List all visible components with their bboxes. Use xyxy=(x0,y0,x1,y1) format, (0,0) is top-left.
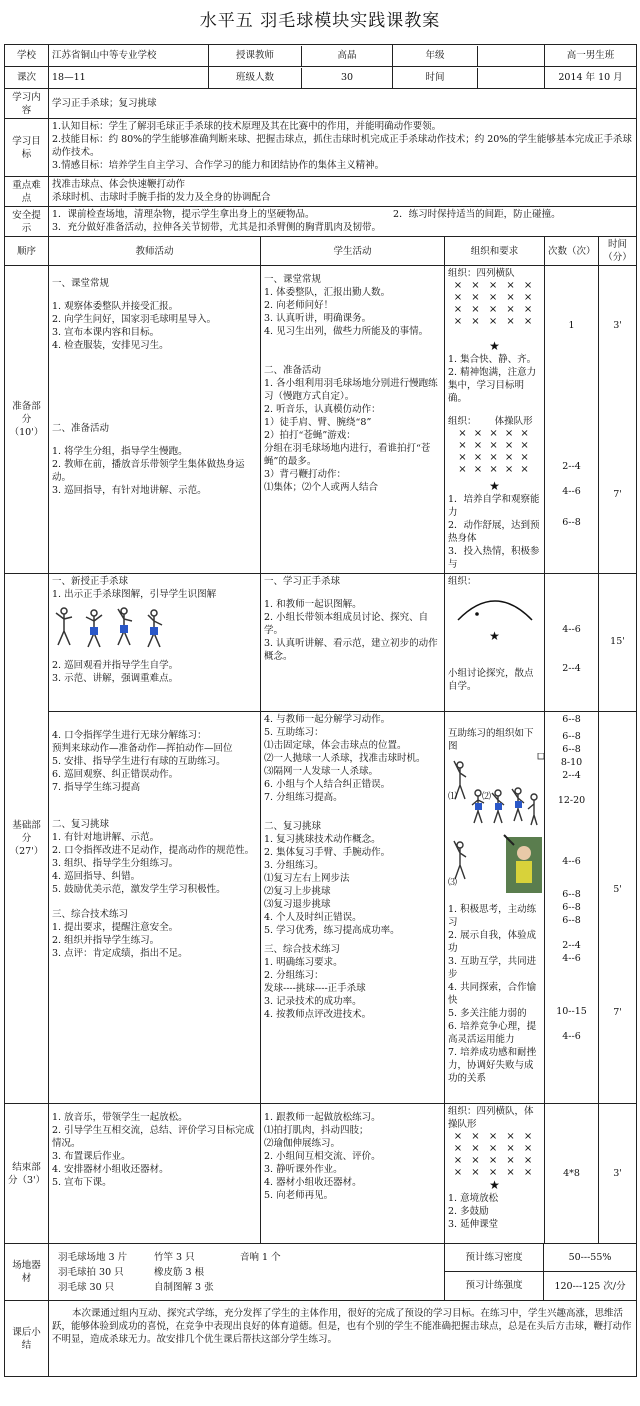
text-line: 小组讨论探究，散点自学。 xyxy=(448,668,534,692)
text-line: ⑴击固定球，体会击球点的位置。 xyxy=(264,740,407,751)
end-times: 4*8 xyxy=(545,1104,599,1244)
teacher-value: 高晶 xyxy=(337,50,357,61)
text-line: 4. 共同探索，合作愉快 xyxy=(448,982,537,1006)
text-line: 2. 巡回观看并指导学生自学。 xyxy=(52,660,179,671)
text-line: ⑵一人抛球一人杀球，找准击球时机。 xyxy=(264,753,426,764)
content-text: 学习正手杀球；复习挑球 xyxy=(49,89,637,119)
equipment-label: 场地器材 xyxy=(5,1244,49,1301)
text-line: 1. 集合快、静、齐。 xyxy=(448,354,537,365)
formation-row: × × × × × xyxy=(458,464,531,475)
content-label: 学习内容 xyxy=(5,89,49,119)
teacher-star-icon: ★ xyxy=(489,479,500,493)
text-line: 4. 器材小组收还器材。 xyxy=(264,1177,362,1188)
text-line: 5. 宣布下课。 xyxy=(52,1177,112,1188)
text-line: 3. 认真听讲解、看示范，建立初步的动作概念。 xyxy=(264,638,438,662)
formation-row: × × × × × xyxy=(453,304,536,315)
load-estimates xyxy=(445,1244,637,1301)
prep-student xyxy=(261,266,445,574)
text-line: 二、复习挑球 xyxy=(264,821,322,832)
new-student xyxy=(261,574,445,712)
times-value: 12-20 xyxy=(557,795,586,806)
text-line: 2. 展示自我，体验成功 xyxy=(448,930,537,954)
text-line: 分组在羽毛球场地内进行，看谁拍打“苍蝇”的最多。 xyxy=(264,443,431,467)
end-student xyxy=(261,1104,445,1244)
class-size-value: 30 xyxy=(340,72,354,83)
text-line: 6. 培养竞争心理，提高灵活运用能力 xyxy=(448,1021,537,1045)
lesson-value: 18—11 xyxy=(49,67,209,89)
formation-row: × × × × × xyxy=(453,1155,536,1166)
text-line: 3. 组织、指导学生分组练习。 xyxy=(52,858,179,869)
new-times xyxy=(545,574,599,712)
text-line: 4. 见习生出列，做些力所能及的事情。 xyxy=(264,326,429,337)
col-duration: 时间（分） xyxy=(599,237,637,266)
prep-teacher xyxy=(49,266,261,574)
duration-value: 7' xyxy=(613,1007,622,1018)
text-line: 二、准备活动 xyxy=(52,423,110,434)
page-title: 水平五 羽毛球模块实践课教案 xyxy=(199,11,441,31)
safety-item: 1．课前检查场地，清理杂物，提示学生拿出身上的坚硬物品。 xyxy=(52,209,315,220)
teacher-star-icon: ★ xyxy=(489,1178,500,1192)
goals-list xyxy=(49,119,637,177)
text-line: 7. 培养成功感和耐挫力，协调好失败与成功的关系 xyxy=(448,1047,537,1084)
goals-label: 学习目标 xyxy=(5,119,49,177)
times-value: 4--6 xyxy=(562,486,581,497)
org-label: 互助练习的组织如下图 xyxy=(448,728,534,752)
text-line: 1. 跟教师一起做放松练习。 xyxy=(264,1112,381,1123)
keypoints-list xyxy=(49,177,637,207)
text-line: 2．动作舒展，达到预热身体 xyxy=(448,520,540,544)
text-line: 2. 集体复习手臂、手腕动作。 xyxy=(264,847,391,858)
text-line: 1. 各小组利用羽毛球场地分别进行慢跑练习（慢跑方式自定）。 xyxy=(264,378,438,402)
formation-row: × × × × × xyxy=(453,1167,536,1178)
new-org xyxy=(445,574,545,712)
text-line: 1. 体委整队，汇报出勤人数。 xyxy=(264,287,391,298)
text-line: 一、课堂常规 xyxy=(264,274,322,285)
times-value: 6--8 xyxy=(562,902,581,913)
prep-times xyxy=(545,266,599,574)
equipment-item: 羽毛球场地 3 片 xyxy=(58,1251,128,1263)
equipment-item: 音响 1 个 xyxy=(240,1251,281,1263)
basic-teacher xyxy=(49,712,261,1104)
text-line: 一、课堂常规 xyxy=(52,278,110,289)
formation-row: × × × × × xyxy=(458,428,531,439)
text-line: 4. 口令指挥学生进行无球分解练习： xyxy=(52,730,207,741)
text-line: 3. 点评：肯定成绩，指出不足。 xyxy=(52,948,188,959)
grade-label: 年级 xyxy=(393,46,478,66)
text-line: 3. 示范、讲解，强调重难点。 xyxy=(52,673,179,684)
time-value: 2014 年 10 月 xyxy=(545,67,637,89)
text-line: 7. 分组练习提高。 xyxy=(264,792,343,803)
basic-student xyxy=(261,712,445,1104)
figure-label: ⑵ xyxy=(482,792,492,802)
text-line: 5. 安排、指导学生进行有球的互助练习。 xyxy=(52,756,226,767)
formation-row: × × × × × xyxy=(453,1143,536,1154)
text-line: 2. 口令指挥改进不足动作，提高动作的规范性。 xyxy=(52,845,255,856)
text-line: ⑴复习左右上网步法 xyxy=(264,873,350,884)
times-value: 4--6 xyxy=(562,624,581,635)
text-line: 2. 听音乐，认真模仿动作： xyxy=(264,404,381,415)
density-label: 预计练习密度 xyxy=(445,1244,544,1271)
text-line: 3. 宣布本课内容和目标。 xyxy=(52,327,160,338)
formation-row: × × × × × xyxy=(453,292,536,303)
times-value: 6--8 xyxy=(562,714,581,725)
text-line: 2）拍打“苍蝇”游戏： xyxy=(264,430,356,441)
text-line: 2. 组织并指导学生练习。 xyxy=(52,935,160,946)
end-teacher xyxy=(49,1104,261,1244)
times-value: 4--6 xyxy=(562,1031,581,1042)
text-line: 1. 将学生分组，指导学生慢跑。 xyxy=(52,446,188,457)
intensity-value: 120---125 次/分 xyxy=(554,1280,626,1292)
density-value: 50---55% xyxy=(568,1252,612,1263)
text-line: 2. 分组练习： xyxy=(264,970,324,981)
text-line: 三、综合技术练习 xyxy=(264,944,341,955)
col-order: 顺序 xyxy=(5,237,49,266)
col-teacher: 教师活动 xyxy=(49,237,261,266)
formation-row: × × × × × xyxy=(453,316,536,327)
formation-row: × × × × × xyxy=(453,280,536,291)
times-value: 6--8 xyxy=(562,915,581,926)
org-label: 组织：四列横队，体操队形 xyxy=(448,1106,534,1130)
text-line: 6. 小组与个人结合纠正错误。 xyxy=(264,779,391,790)
text-line: 一、新授正手杀球 xyxy=(52,576,129,587)
prep-durations xyxy=(599,266,637,574)
text-line: 2. 多鼓励 xyxy=(448,1206,489,1217)
text-line: ⑴拍打肌肉，抖动四肢； xyxy=(264,1125,369,1136)
figure-label: ⑴ xyxy=(448,792,458,802)
safety-label: 安全提示 xyxy=(5,207,49,237)
summary-text: 本次课通过组内互动、探究式学练，充分发挥了学生的主体作用，很好的完成了预设的学习目标。在练习中，学生兴趣高涨，思维活跃，能够体验到成功的喜悦，在竞争中表现出良好的体育道德。但是，也有个别的学生不能准确把握击球点，总是在头后方击球，鞭打动作不明显，造成杀球无力。故安排几个优生课后帮扶这部分学生练习。 xyxy=(49,1301,637,1377)
text-line: 3. 认真听讲，明确课务。 xyxy=(264,313,372,324)
keypoint-item: 杀球时机、击球时手腕手指的发力及全身的协调配合 xyxy=(52,192,271,203)
duration-value: 15' xyxy=(610,636,625,647)
times-value: 1 xyxy=(568,320,575,331)
text-line: 1. 观察体委整队并接受汇报。 xyxy=(52,301,179,312)
goal-item: 3.情感目标：培养学生自主学习、合作学习的能力和团结协作的集体主义精神。 xyxy=(52,160,385,171)
text-line: ⑶复习退步挑球 xyxy=(264,899,331,910)
formation-row: × × × × × xyxy=(458,440,531,451)
text-line: 1. 明确练习要求。 xyxy=(264,957,343,968)
times-value: 2--4 xyxy=(562,770,581,781)
safety-item: 3．充分做好准备活动，拉伸各关节韧带，尤其是扣杀臂侧的胸背肌肉及韧带。 xyxy=(52,222,382,233)
equipment-item: 橡皮筋 3 根 xyxy=(154,1266,205,1278)
text-line: 3. 静听课外作业。 xyxy=(264,1164,343,1175)
summary-label: 课后小结 xyxy=(5,1301,49,1377)
times-value: 10--15 xyxy=(556,1006,587,1017)
text-line: ⑵复习上步挑球 xyxy=(264,886,331,897)
text-line: 5. 向老师再见。 xyxy=(264,1190,334,1201)
text-line: 1. 出示正手杀球图解，引导学生识图解 xyxy=(52,589,217,600)
text-line: 4. 个人及时纠正错误。 xyxy=(264,912,362,923)
figure-label: ⑶ xyxy=(448,878,458,888)
end-org xyxy=(445,1104,545,1244)
org-label: 组织：四列横队 xyxy=(448,268,515,279)
text-line: 1. 放音乐，带领学生一起放松。 xyxy=(52,1112,188,1123)
text-line: 2. 小组间互相交流、评价。 xyxy=(264,1151,381,1162)
prep-label: 准备部分（10'） xyxy=(5,266,49,574)
text-line: 5. 学习优秀，练习提高成功率。 xyxy=(264,925,400,936)
goal-item: 1.认知目标：学生了解羽毛球正手杀球的技术原理及其在比赛中的作用，并能明确动作要领。 xyxy=(52,121,442,132)
text-line: 1. 复习挑球技术动作概念。 xyxy=(264,834,381,845)
text-line: 一、学习正手杀球 xyxy=(264,576,341,587)
teacher-label: 授课教师 xyxy=(209,46,302,66)
text-line: 2. 小组长带领本组成员讨论、探究、自学。 xyxy=(264,612,429,636)
text-line: 二、复习挑球 xyxy=(52,819,110,830)
basic-label: 基础部分（27'） xyxy=(5,574,49,1104)
org-label: 组织： xyxy=(448,576,477,587)
text-line: ⑶隔网一人发球一人杀球。 xyxy=(264,766,379,777)
text-line: 二、准备活动 xyxy=(264,365,322,376)
col-times: 次数（次） xyxy=(545,237,599,266)
text-line: 1. 和教师一起识图解。 xyxy=(264,599,362,610)
text-line: 7. 指导学生练习提高 xyxy=(52,782,141,793)
text-line: 4. 巡回指导、纠错。 xyxy=(52,871,141,882)
text-line: 1. 意境放松 xyxy=(448,1193,499,1204)
time-label: 时间 xyxy=(393,68,478,88)
text-line: 2. 精神饱满，注意力集中，学习目标明确。 xyxy=(448,367,537,404)
basic-durations xyxy=(599,712,637,1104)
text-line: 1. 有针对地讲解、示范。 xyxy=(52,832,160,843)
text-line: 1. 积极思考，主动练习 xyxy=(448,904,537,928)
grade-value: 高一男生班 xyxy=(545,45,637,67)
times-value: 4--6 xyxy=(562,953,581,964)
times-value: 2--4 xyxy=(562,940,581,951)
text-line: 2. 教师在前，播放音乐带领学生集体做热身运动。 xyxy=(52,459,245,483)
end-label: 结束部分（3'） xyxy=(5,1104,49,1244)
text-line: 3. 延伸课堂 xyxy=(448,1219,499,1230)
class-size-label: 班级人数 xyxy=(209,68,302,88)
text-line: 4. 检查服装，安排见习生。 xyxy=(52,340,169,351)
text-line: 三、综合技术练习 xyxy=(52,909,129,920)
text-line: 预判来球动作—准备动作—挥拍动作—回位 xyxy=(52,743,233,754)
times-value: 6--8 xyxy=(562,517,581,528)
times-value: 6--8 xyxy=(562,889,581,900)
equipment-item: 羽毛球拍 30 只 xyxy=(58,1266,124,1278)
text-line: 3. 记录技术的成功率。 xyxy=(264,996,362,1007)
basic-org xyxy=(445,712,545,1104)
col-student: 学生活动 xyxy=(261,237,445,266)
duration-value: 5' xyxy=(613,884,622,895)
formation-row: × × × × × xyxy=(453,1131,536,1142)
text-line: 5. 鼓励优美示范，激发学生学习积极性。 xyxy=(52,884,226,895)
smash-diagram xyxy=(52,603,257,657)
formation-grid xyxy=(448,428,541,476)
col-org: 组织和要求 xyxy=(445,237,545,266)
text-line: 1）徒手肩、臂、腕绕“8” xyxy=(264,417,372,428)
times-value: 8-10 xyxy=(560,757,583,768)
goal-item: 2.技能目标：约 80%的学生能够准确判断来球、把握击球点，抓住击球时机完成正手杀球动作技术；约 20%的学生能够基本完成正手杀球动作技术。 xyxy=(52,134,632,158)
text-line: 1．培养自学和观察能力 xyxy=(448,494,540,518)
prep-org xyxy=(445,266,545,574)
lesson-plan-table xyxy=(4,44,637,1377)
duration-value: 3' xyxy=(613,320,622,331)
text-line: 2. 引导学生互相交流，总结、评价学习目标完成情况。 xyxy=(52,1125,255,1149)
equipment-item: 竹竿 3 只 xyxy=(154,1251,195,1263)
equipment-list xyxy=(49,1244,445,1301)
basic-times xyxy=(545,712,599,1104)
text-line: 5. 互助练习： xyxy=(264,727,324,738)
new-duration xyxy=(599,574,637,712)
safety-item: 2．练习时保持适当的间距，防止碰撞。 xyxy=(393,209,561,220)
times-value: 2--4 xyxy=(562,663,581,674)
text-line: 4. 安排器材小组收还器材。 xyxy=(52,1164,169,1175)
formation-grid xyxy=(448,1131,541,1179)
school-label: 学校 xyxy=(5,45,49,67)
text-line: ⑴集体；⑵个人或两人结合 xyxy=(264,482,379,493)
equipment-item: 自制图解 3 张 xyxy=(154,1281,214,1293)
end-duration: 3' xyxy=(599,1104,637,1244)
duration-value: 7' xyxy=(613,489,622,500)
formation-row: × × × × × xyxy=(458,452,531,463)
text-line: 2. 向学生问好，国家羽毛球明星导入。 xyxy=(52,314,217,325)
text-line: 3. 分组练习。 xyxy=(264,860,324,871)
text-line: 4. 按教师点评改进技术。 xyxy=(264,1009,372,1020)
teacher-star-icon: ★ xyxy=(489,629,500,643)
text-line: 5. 多关注能力弱的 xyxy=(448,1008,527,1019)
equipment-item: 羽毛球 30 只 xyxy=(58,1281,115,1293)
text-line: 1. 提出要求，提醒注意安全。 xyxy=(52,922,179,933)
text-line: 3. 巡回指导，有针对地讲解、示范。 xyxy=(52,485,207,496)
teacher-star-icon: ★ xyxy=(489,339,500,353)
text-line: 发球----挑球----正手杀球 xyxy=(264,983,366,994)
keypoints-label: 重点难点 xyxy=(5,177,49,207)
text-line: 4. 与教师一起分解学习动作。 xyxy=(264,714,391,725)
keypoint-item: 找准击球点、体会快速鞭打动作 xyxy=(52,179,186,190)
text-line: 3. 布置课后作业。 xyxy=(52,1151,131,1162)
times-value: 2--4 xyxy=(562,461,581,472)
times-value: 6--8 xyxy=(562,744,581,755)
formation-grid xyxy=(448,280,541,328)
text-line: 3. 互助互学，共同进步 xyxy=(448,956,537,980)
text-line: 3．投入热情，积极参与 xyxy=(448,546,540,570)
intensity-label: 预习计练强度 xyxy=(445,1272,544,1300)
org-label: 组织： 体操队形 xyxy=(448,416,533,427)
times-value: 6--8 xyxy=(562,731,581,742)
new-teacher xyxy=(49,574,261,712)
school-value: 江苏省铜山中等专业学校 xyxy=(49,45,209,67)
text-line: ⑵瑜伽伸展练习。 xyxy=(264,1138,341,1149)
safety-list xyxy=(49,207,637,237)
text-line: 6. 巡回观察、纠正错误动作。 xyxy=(52,769,179,780)
text-line: 3）背弓鞭打动作： xyxy=(264,469,347,480)
times-value: 4--6 xyxy=(562,856,581,867)
lesson-label: 课次 xyxy=(5,67,49,89)
practice-diagram xyxy=(448,753,544,893)
text-line: 2. 向老师问好！ xyxy=(264,300,334,311)
